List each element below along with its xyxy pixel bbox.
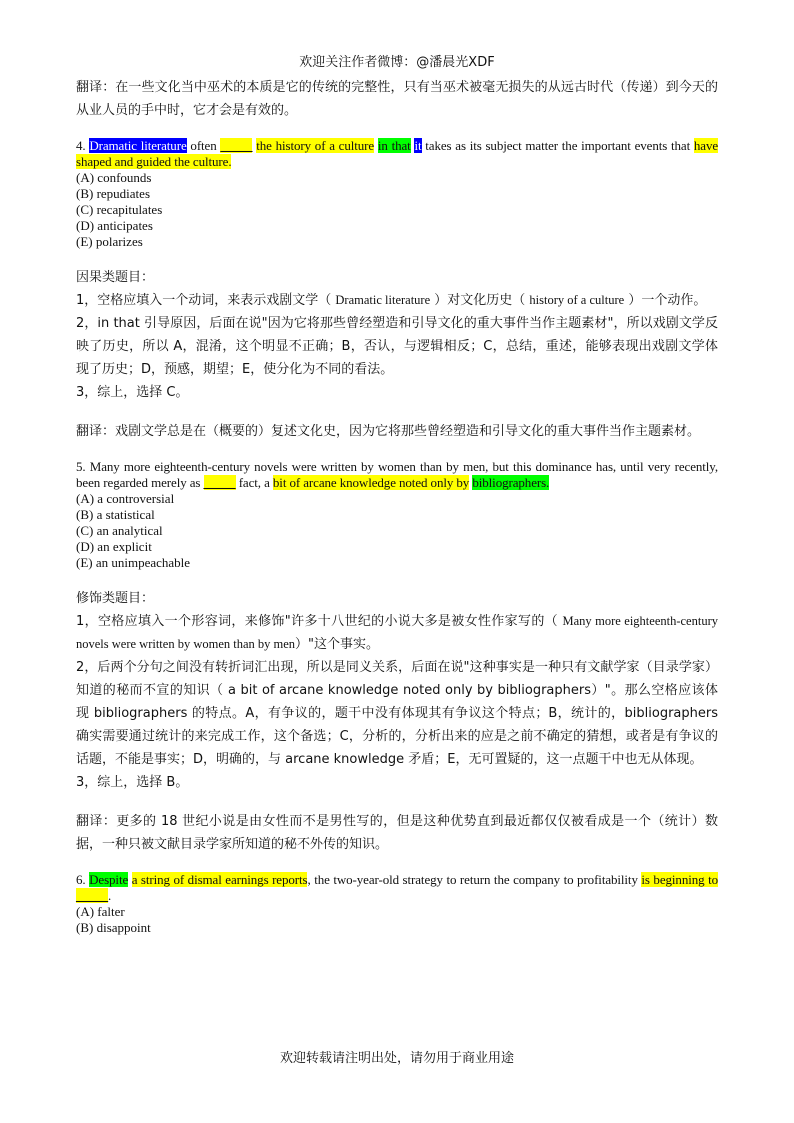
highlight-subject: Dramatic literature [89, 138, 187, 153]
option-e: (E) polarizes [76, 234, 143, 249]
option-c: (C) an analytical [76, 523, 163, 538]
option-b: (B) repudiates [76, 186, 151, 201]
highlight-object: the history of a culture [256, 138, 375, 153]
option-b: (B) a statistical [76, 507, 155, 522]
question-4-translation: 翻译：戏剧文学总是在（概要的）复述文化史，因为它将那些曾经塑造和引导文化的重大事件当作主题素材。 [76, 424, 701, 439]
answer-blank: _____ [203, 475, 236, 490]
answer-blank: _____ [220, 138, 253, 153]
highlight-keyword: bibliographers. [472, 475, 550, 490]
top-translation: 翻译：在一些文化当中巫术的本质是它的传统的完整性，只有当巫术被毫无损失的从远古时代（传递）到今天的从业人员的手中时，它才会是有效的。 [76, 80, 718, 118]
option-d: (D) an explicit [76, 539, 152, 554]
option-b: (B) disappoint [76, 920, 151, 935]
highlight-connector: Despite [89, 872, 129, 887]
analysis-point-3: 3，综上，选择 C。 [76, 385, 189, 400]
highlight-verb: is beginning to [641, 872, 718, 887]
option-e: (E) an unimpeachable [76, 555, 191, 570]
page-body [76, 76, 718, 936]
analysis-point-2: 2，后两个分句之间没有转折词汇出现，所以是同义关系，后面在说"这种事实是一种只有文献学家（目录学家）知道的秘而不宣的知识（ a bit of arcane knowledge noted only by bibliographers）"。那么空格应该体现 bibliographers 的特点。A，有争议的，题干中没有体现其有争议这个特点；B，统计的，bibliographers 确实需要通过统计的来完成工作，这个备选；C，分析的，分析出来的应是之前不确定的猜想，或者是有争议的话题，不能是事实；D，明确的，与 arcane knowledge 矛盾；E，无可置疑的，这一点题干中也无从体现。 [76, 660, 718, 767]
analysis-point-1: 1，空格应填入一个形容词，来修饰"许多十八世纪的小说大多是被女性作家写的（ Many more eighteenth-century novels were written by women than by men）"这个事实。 [76, 614, 718, 652]
question-number: 4. [76, 138, 90, 153]
answer-blank: _____ [76, 888, 109, 903]
page-footer: 欢迎转载请注明出处，请勿用于商业用途 [279, 1051, 514, 1066]
highlight-connector: in that [377, 138, 411, 153]
question-type-title: 修饰类题目： [76, 591, 155, 606]
highlight-clause: have shaped and guided the culture. [76, 138, 719, 169]
page-header: 欢迎关注作者微博：@潘晨光XDF [299, 55, 495, 70]
option-a: (A) confounds [76, 170, 152, 185]
highlight-clause: bit of arcane knowledge noted only by [272, 475, 470, 490]
question-4-stem: 4. Dramatic literature often _____ the history of a culture in that it takes as its subject matter the important events that have shaped and guided the culture. [76, 138, 719, 169]
option-a: (A) a controversial [76, 491, 175, 506]
option-d: (D) anticipates [76, 218, 153, 233]
question-number: 6. [76, 872, 90, 887]
analysis-point-3: 3，综上，选择 B。 [76, 775, 189, 790]
analysis-point-2: 2，in that 引导原因，后面在说"因为它将那些曾经塑造和引导文化的重大事件当作主题素材"，所以戏剧文学反映了历史，所以 A，混淆，这个明显不正确；B，否认，与逻辑相反；C，总结，重述，能够表现出戏剧文学体现了历史；D，预感，期望；E，使分化为不同的看法。 [76, 316, 718, 377]
highlight-clause: a string of dismal earnings reports [131, 872, 308, 887]
question-5-translation: 翻译：更多的 18 世纪小说是由女性而不是男性写的，但是这种优势直到最近都仅仅被看成是一个（统计）数据，一种只被文献目录学家所知道的秘不外传的知识。 [76, 814, 718, 852]
question-6-stem: 6. Despite a string of dismal earnings reports, the two-year-old strategy to return the company to profitability is beginning to _____. [76, 872, 718, 903]
analysis-point-1: 1，空格应填入一个动词，来表示戏剧文学（ Dramatic literature ）对文化历史（ history of a culture ）一个动作。 [76, 293, 707, 308]
option-a: (A) falter [76, 904, 125, 919]
option-c: (C) recapitulates [76, 202, 163, 217]
highlight-pronoun: it [414, 138, 422, 153]
question-type-title: 因果类题目： [76, 270, 155, 285]
question-5-stem: 5. Many more eighteenth-century novels were written by women than by men, but this dominance has, until very recently, been regarded merely as _____ fact, a bit of arcane knowledge noted only by bibliographers. [76, 459, 718, 490]
